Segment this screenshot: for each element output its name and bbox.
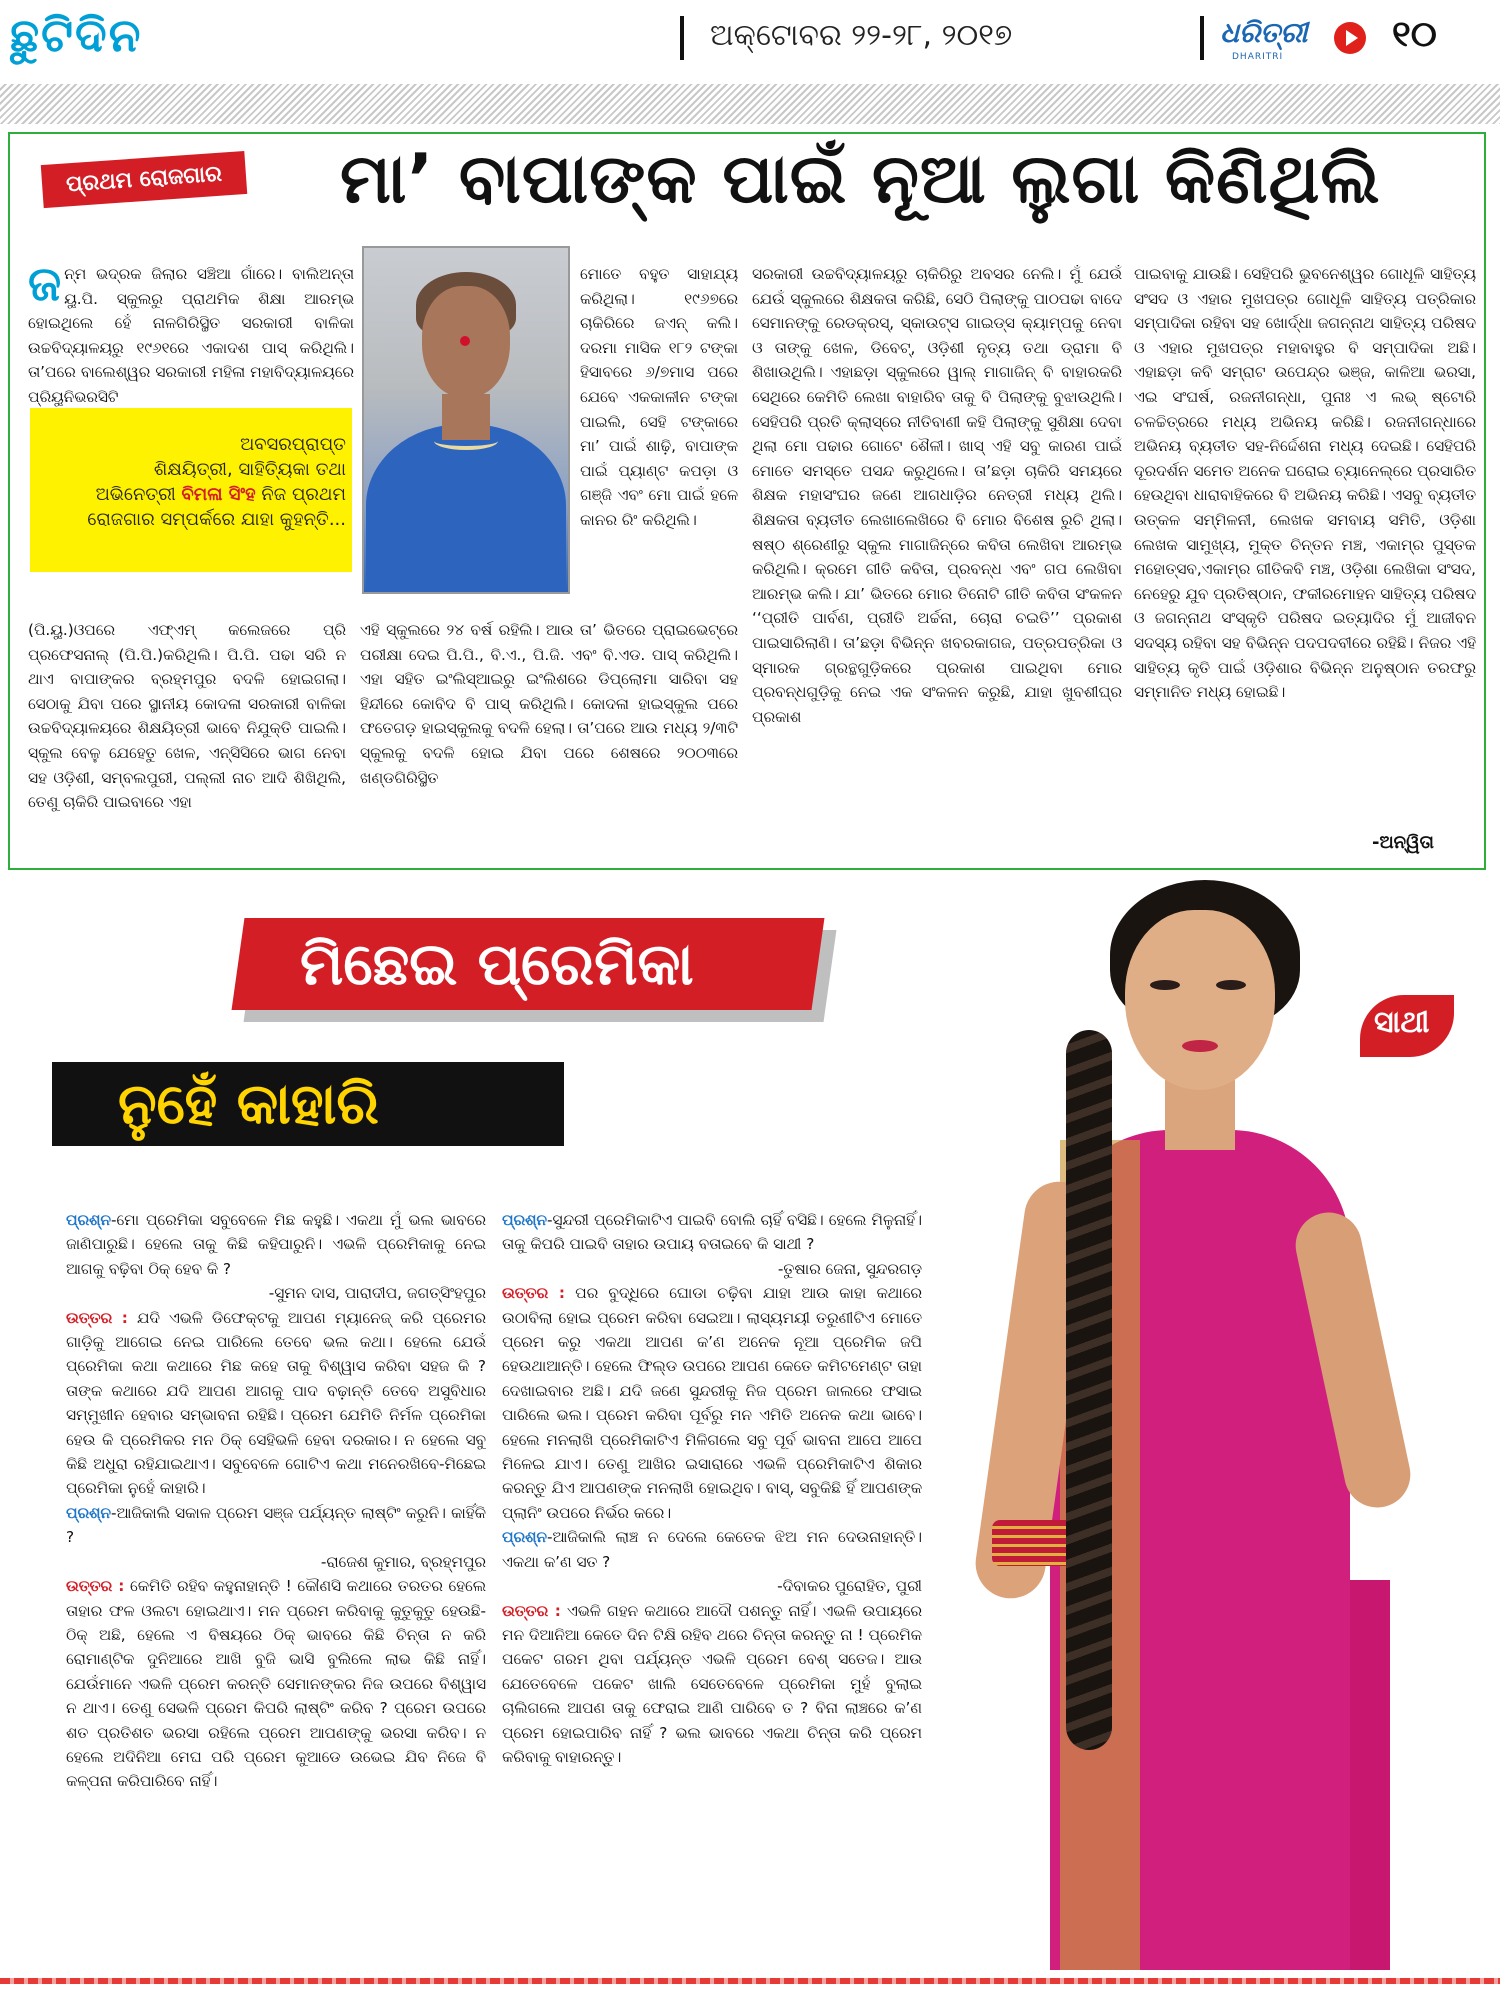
- intro-line: ଅଭିନେତ୍ରୀ: [95, 484, 176, 505]
- headline-bottom: ନୁହେଁ କାହାରି: [118, 1072, 379, 1137]
- intro-line: ଅବସରପ୍ରାପ୍ତ: [240, 434, 346, 455]
- article-column-1-bottom: (ପି.ୟୁ.)ଓପରେ ଏଫ୍‌ଏମ୍ କଲେଜରେ ପ୍ରି ପ୍ରଫେସନାଲ୍ (ପି.ପି.)କରିଥିଲି। ପି.ପି. ପଢା ସରି ନ ଥାଏ ବାପାଙ୍କର ବ୍ରହ୍ମପୁର ବଦଳି ହୋଇଗଲା। ସେଠାକୁ ଯିବା ପରେ ସ୍ଥାନୀୟ କୋଦଳା ସରକାରୀ ବାଳିକା ଉଚ୍ଚବିଦ୍ୟାଳୟରେ ଶିକ୍ଷୟିତ୍ରୀ ଭାବେ ନିଯୁକ୍ତି ପାଇଲି। ସ୍କୁଲ ବେଳୁ ଯେହେତୁ ଖେଳ, ଏନ୍‌ସିସିରେ ଭାଗ ନେବା ସହ ଓଡ଼ିଶୀ, ସମ୍ବଲପୁରୀ, ପଲ୍ଲୀ ନାଚ ଆଦି ଶିଖିଥିଲି, ତେଣୁ ଚାକିରି ପାଇବାରେ ଏହା: [28, 621, 346, 812]
- section-title: ଛୁଟିଦିନ: [10, 8, 143, 62]
- intro-line: ନିଜ ପ୍ରଥମ ରୋଜଗାର ସମ୍ପର୍କରେ ଯାହା କୁହନ୍ତି...: [87, 484, 346, 530]
- question-signature: -ତୁଷାର ଜେନା, ସୁନ୍ଦରଗଡ଼: [777, 1259, 922, 1278]
- question-label: ପ୍ରଶ୍ନ: [66, 1503, 111, 1522]
- qa-column-left: [66, 1208, 486, 1968]
- qa-item: [502, 1525, 922, 1769]
- answer-label: ଉତ୍ତର :: [502, 1284, 565, 1303]
- question-text: -ଆଜିକାଲି ଲାଞ୍ଚ ନ ଦେଲେ କେତେକ ଝିଅ ମନ ଦେଉନାହାନ୍ତି। ଏକଥା କ’ଣ ସତ ?: [502, 1528, 922, 1571]
- question-signature: -ଦିବାକର ପୁରୋହିତ, ପୁରୀ: [777, 1577, 922, 1596]
- answer-text: ଯଦି ଏଭଳି ଡିଫେକ୍ଟକୁ ଆପଣ ମ୍ୟାନେଜ୍ କରି ପ୍ରେମର ଗାଡ଼ିକୁ ଆଗେଇ ନେଇ ପାରିଲେ ତେବେ ଭଲ କଥା। ହେଲେ ଯେଉଁ ପ୍ରେମିକା କଥା କଥାରେ ମିଛ କହେ ତାକୁ ବିଶ୍ୱାସ କରିବା ସହଜ କି ? ତାଙ୍କ କଥାରେ ଯଦି ଆପଣ ଆଗକୁ ପାଦ ବଢ଼ାନ୍ତି ତେବେ ଅସୁବିଧାର ସମ୍ମୁଖୀନ ହେବାର ସମ୍ଭାବନା ରହିଛି। ପ୍ରେମ ଯେମିତି ନିର୍ମଳ ପ୍ରେମିକା ହେଉ କି ପ୍ରେମିକର ମନ ଠିକ୍ ସେହିଭଳି ହେବା ଦରକାର। ନ ହେଲେ ସବୁ କିଛି ଅଧୁରା ରହିଯାଇଥାଏ। ସବୁବେଳେ ଗୋଟିଏ କଥା ମନେରଖିବେ-ମିଛେଇ ପ୍ରେମିକା ନୁହେଁ କାହାରି।: [66, 1308, 486, 1498]
- qa-item: [502, 1208, 922, 1525]
- article-headline: ମା’ ବାପାଙ୍କ ପାଇଁ ନୂଆ ଲୁଗା କିଣିଥିଲି: [340, 140, 1381, 219]
- divider: [1200, 16, 1204, 60]
- author-signature: -ଅନ୍ୱିତା: [1372, 832, 1434, 853]
- article-column-3: ସରକାରୀ ଉଚ୍ଚବିଦ୍ୟାଳୟରୁ ଚାକିରିରୁ ଅବସର ନେଲି। ମୁଁ ଯେଉଁ ଯେଉଁ ସ୍କୁଲରେ ଶିକ୍ଷକତା କରିଛି, ସେଠି ପିଲାଙ୍କୁ ପାଠପଢା ବାଦେ ସେମାନଙ୍କୁ ରେଡକ୍ରସ୍, ସ୍କାଉଟ୍‌ସ ଗାଇଡ୍‌ସ କ୍ୟାମ୍ପକୁ ନେବା ଓ ତାଙ୍କୁ ଖେଳ, ଡିବେଟ୍, ଓଡ଼ିଶୀ ନୃତ୍ୟ ତଥା ଡ୍ରାମା ବି ଶିଖାଉଥିଲି। ଏହାଛଡ଼ା ସ୍କୁଲରେ ୱାଲ୍ ମାଗାଜିନ୍ ବି ବାହାରକରି ସେଥିରେ କେମିତି ଲେଖା ବାହାରିବ ତାକୁ ବି ପିଲାଙ୍କୁ ବୁଝାଉଥିଲି। ସେହିପରି ପ୍ରତି କ୍ଲାସ୍‌ରେ ନୀତିବାଣୀ କହି ପିଲାଙ୍କୁ ସୁଶିକ୍ଷା ଦେବା ଥିଲା ମୋ ପଢାର ଗୋଟେ ଶୈଳୀ। ଖାସ୍ ଏହି ସବୁ କାରଣ ପାଇଁ ମୋତେ ସମସ୍ତେ ପସନ୍ଦ କରୁଥିଲେ। ତା’ଛଡ଼ା ଚାକିରି ସମୟରେ ଶିକ୍ଷକ ମହାସଂଘର ଜଣେ ଆଗଧାଡ଼ିର ନେତ୍ରୀ ମଧ୍ୟ ଥିଲି। ଶିକ୍ଷକତା ବ୍ୟତୀତ ଲେଖାଲେଖିରେ ବି ମୋର ବିଶେଷ ରୁଚି ଥିଲା। ଷଷ୍ଠ ଶ୍ରେଣୀରୁ ସ୍କୁଲ ମାଗାଜିନ୍‌ରେ କବିତା ଲେଖିବା ଆରମ୍ଭ କରିଥିଲି। କ୍ରମେ ଗୀତି କବିତା, ପ୍ରବନ୍ଧ ଏବଂ ଗପ ଲେଖିବା ଆରମ୍ଭ କଲି। ଯା’ ଭିତରେ ମୋର ତିନୋଟି ଗୀତି କବିତା ସଂକଳନ ‘‘ପ୍ରୀତି ପାର୍ବଣ, ପ୍ରୀତି ଅର୍ଚ୍ଚନା, ଚୋରା ଚଇତି’’ ପ୍ରକାଶ ପାଇସାରିଲାଣି। ତା’ଛଡ଼ା ବିଭିନ୍ନ ଖବରକାଗଜ, ପତ୍ରପତ୍ରିକା ଓ ସ୍ମାରକ ଗ୍ରନ୍ଥଗୁଡ଼ିକରେ ପ୍ରକାଶ ପାଇଥିବା ମୋର ପ୍ରବନ୍ଧଗୁଡ଼ିକୁ ନେଇ ଏକ ସଂକଳନ କରୁଛି, ଯାହା ଖୁବଶୀଘ୍ର ପ୍ରକାଶ: [752, 265, 1122, 726]
- brand-logo-subtitle: DHARITRI: [1232, 52, 1284, 62]
- question-signature: -ରାଜେଶ କୁମାର, ବ୍ରହ୍ମପୁର: [320, 1552, 486, 1571]
- play-icon: [1334, 22, 1366, 54]
- divider: [680, 16, 684, 60]
- question-label: ପ୍ରଶ୍ନ: [502, 1528, 547, 1547]
- article-text: ନ୍ମ ଭଦ୍ରକ ଜିଲାର ସଞ୍ଚିଆ ଗାଁରେ। ବାଲିଅନ୍ତା ୟୁ.ପି. ସ୍କୁଲରୁ ପ୍ରାଥମିକ ଶିକ୍ଷା ଆରମ୍ଭ ହୋଇଥିଲେ ହେଁ ନାଳଗିରିସ୍ଥିତ ସରକାରୀ ବାଳିକା ଉଚ୍ଚବିଦ୍ୟାଳୟରୁ ୧୯୬୧ରେ ଏକାଦଶ ପାସ୍ କରିଥିଲି। ତା’ପରେ ବାଲେଶ୍ୱର ସରକାରୀ ମହିଳା ମହାବିଦ୍ୟାଳୟରେ ପ୍ରିୟୁନିଭରସିଟି: [28, 265, 354, 406]
- intro-line: ଶିକ୍ଷୟିତ୍ରୀ, ସାହିତ୍ୟିକା ତଥା: [153, 459, 346, 480]
- question-text: -ଆଜିକାଲି ସକାଳ ପ୍ରେମ ସଞ୍ଜ ପର୍ଯ୍ୟନ୍ତ ଲାଷ୍ଟିଂ କରୁନି। କାହିଁକି ?: [66, 1503, 486, 1547]
- question-text: -ମୋ ପ୍ରେମିକା ସବୁବେଳେ ମିଛ କହୁଛି। ଏକଥା ମୁଁ ଭଲ ଭାବରେ ଜାଣିପାରୁଛି। ହେଲେ ତାକୁ କିଛି କହିପାରୁନି। ଏଭଳି ପ୍ରେମିକାକୁ ନେଇ ଆଗକୁ ବଢ଼ିବା ଠିକ୍ ହେବ କି ?: [66, 1211, 486, 1278]
- issue-date: ଅକ୍ଟୋବର ୨୨-୨୮, ୨୦୧୭: [710, 18, 1013, 53]
- drop-cap: ଜ: [28, 262, 62, 312]
- question-label: ପ୍ରଶ୍ନ: [66, 1211, 111, 1229]
- featured-person-name: ବିମଳା ସିଂହ: [181, 484, 256, 505]
- answer-text: ପର ବୁଦ୍ଧିରେ ଘୋଡା ଚଢ଼ିବା ଯାହା ଆଉ କାହା କଥାରେ ଉଠାବିଲା ହୋଇ ପ୍ରେମ କରିବା ସେଇଆ। ଲାସ୍ୟମୟୀ ତରୁଣୀଟିଏ ମୋତେ ପ୍ରେମ କରୁ ଏକଥା ଆପଣ କ’ଣ ଅନେକ ନୂଆ ପ୍ରେମିକ ଜପି ହେଉଥାଆନ୍ତି। ହେଲେ ଫିଲ୍ଡ ଉପରେ ଆପଣ କେତେ କମିଟମେଣ୍ଟ ତାହା ଦେଖାଇବାର ଅଛି। ଯଦି ଜଣେ ସୁନ୍ଦରୀକୁ ନିଜ ପ୍ରେମ ଜାଲରେ ଫସାଇ ପାରିଲେ ଭଲ। ପ୍ରେମ କରିବା ପୂର୍ବରୁ ମନ ଏମିତି ଅନେକ କଥା ଭାବେ। ହେଲେ ମନଲାଖି ପ୍ରେମିକାଟିଏ ମିଳିଗଲେ ସବୁ ପୂର୍ବ ଭାବନା ଆପେ ଆପେ ମିଳେଇ ଯାଏ। ତେଣୁ ଆଖିର ଇସାରାରେ ଏଭଳି ପ୍ରେମିକାଟିଏ ଶିକାର କରନ୍ତୁ ଯିଏ ଆପଣଙ୍କ ମନଲାଖି ହୋଇଥିବ। ବାସ୍, ସବୁକିଛି ହିଁ ଆପଣଙ୍କ ପ୍ଲାନିଂ ଉପରେ ନିର୍ଭର କରେ।: [502, 1284, 922, 1522]
- footer-stripe: [0, 1978, 1500, 1984]
- question-signature: -ସୁମନ ଦାସ, ପାରାଦୀପ, ଜଗତ୍‌ସିଂହପୁର: [268, 1284, 486, 1303]
- answer-label: ଉତ୍ତର :: [66, 1577, 125, 1596]
- answer-text: ଏଭଳି ଗହନ କଥାରେ ଆଦୌ ପଶନ୍ତୁ ନାହିଁ। ଏଭଳି ଉପାୟରେ ମନ ଦିଆନିଆ କେତେ ଦିନ ଟିକ୍ଷି ରହିବ ଥରେ ଚିନ୍ତା କରନ୍ତୁ ନା ! ପ୍ରେମିକ ପକେଟ ଗରମ ଥିବା ପର୍ଯ୍ୟନ୍ତ ଏଭଳି ପ୍ରେମ ବେଶ୍ ସତେଜ। ଆଉ ଯେତେବେଳେ ପକେଟ ଖାଲି ସେତେବେଳେ ପ୍ରେମିକା ମୁହଁ ବୁଲାଇ ଚାଲିଗଲେ ଆପଣ ତାକୁ ଫେରାଇ ଆଣି ପାରିବେ ତ ? ବିନା ଲାଞ୍ଚରେ କ’ଣ ପ୍ରେମ ହୋଇପାରିବ ନାହିଁ ? ଭଲ ଭାବରେ ଏକଥା ଚିନ୍ତା କରି ପ୍ରେମ କରିବାକୁ ବାହାରନ୍ତୁ।: [502, 1601, 922, 1766]
- qa-item: [66, 1501, 486, 1794]
- portrait-photo: [362, 246, 570, 594]
- column-tag-label: ସାଥୀ: [1374, 1005, 1430, 1040]
- brand-logo: ଧରିତ୍ରୀ: [1220, 16, 1308, 49]
- qa-item: [66, 1208, 486, 1501]
- qa-column-middle: [502, 1208, 922, 1968]
- article-column-2-top: ମୋତେ ବହୁତ ସାହାଯ୍ୟ କରିଥିଲା। ୧୯୬୭ରେ ଚାକିରିରେ ଜଏନ୍ କଲି। ଦରମା ମାସିକ ୧୮୨ ଟଙ୍କା ହିସାବରେ ୬/୭ମାସ ପରେ ଯେବେ ଏକକାଳୀନ ଟଙ୍କା ପାଇଲି, ସେହି ଟଙ୍କାରେ ମା’ ପାଇଁ ଶାଢ଼ି, ବାପାଙ୍କ ପାଇଁ ପ୍ୟାଣ୍ଟ କପଡ଼ା ଓ ଗଞ୍ଜି ଏବଂ ମୋ ପାଇଁ ହଳେ କାନର ରିଂ କରିଥିଲି।: [580, 265, 738, 529]
- answer-label: ଉତ୍ତର :: [66, 1308, 128, 1327]
- article-column-4: ପାଇବାକୁ ଯାଉଛି। ସେହିପରି ଭୁବନେଶ୍ୱର ଗୋଧୂଳି ସାହିତ୍ୟ ସଂସଦ ଓ ଏହାର ମୁଖପତ୍ର ଗୋଧୂଳି ସାହିତ୍ୟ ପତ୍ରିକାର ସମ୍ପାଦିକା ରହିବା ସହ ଖୋର୍ଦ୍ଧା ଜଗନ୍ନାଥ ସାହିତ୍ୟ ପରିଷଦ ଓ ଏହାର ମୁଖପତ୍ର ମହାବାହୁର ବି ସମ୍ପାଦିକା ଅଛି। ଏହାଛଡ଼ା କବି ସମ୍ରାଟ ଉପେନ୍ଦ୍ର ଭଞ୍ଜ, କାଳିଆ ଭରସା, ଏଇ ସଂଘର୍ଷ, ରଜନୀଗନ୍ଧା, ପୁନାଃ ଏ ଲଭ୍ ଷ୍ଟୋରି ଚଳଚ୍ଚିତ୍ରରେ ମଧ୍ୟ ଅଭିନୟ କରିଛି। ରଜନୀଗନ୍ଧାରେ ଅଭିନୟ ବ୍ୟତୀତ ସହ-ନିର୍ଦ୍ଦେଶନା ମଧ୍ୟ ଦେଇଛି। ସେହିପରି ଦୂରଦର୍ଶନ ସମେତ ଅନେକ ଘରୋଇ ଚ୍ୟାନେଲ୍‌ରେ ପ୍ରସାରିତ ହେଉଥିବା ଧାରାବାହିକରେ ବି ଅଭିନୟ କରିଛି। ଏସବୁ ବ୍ୟତୀତ ଉତ୍କଳ ସମ୍ମିଳନୀ, ଲେଖକ ସମବାୟ ସମିତି, ଓଡ଼ିଶା ଲେଖକ ସାମୁଖ୍ୟ, ମୁକ୍ତ ଚିନ୍ତନ ମଞ୍ଚ, ଏକାମ୍ର ପୁସ୍ତକ ମହୋତ୍ସବ,ଏକାମ୍ର ଗୀତିକବି ମଞ୍ଚ, ଓଡ଼ିଶା ଲେଖିକା ସଂସଦ, ନେହେରୁ ଯୁବ ପ୍ରତିଷ୍ଠାନ, ଫକୀରମୋହନ ସାହିତ୍ୟ ପରିଷଦ ଓ ଜଗନ୍ନାଥ ସଂସ୍କୃତି ପରିଷଦ ଇତ୍ୟାଦିର ମୁଁ ଆଜୀବନ ସଦସ୍ୟ ରହିବା ସହ ବିଭିନ୍ନ ପଦପଦବୀରେ ରହିଛି। ନିଜର ଏହି ସାହିତ୍ୟ କୃତି ପାଇଁ ଓଡ଼ିଶାର ବିଭିନ୍ନ ଅନୁଷ୍ଠାନ ତରଫରୁ ସମ୍ମାନିତ ମଧ୍ୟ ହୋଇଛି।: [1134, 265, 1476, 702]
- header-stripe-band: [0, 84, 1500, 124]
- question-label: ପ୍ରଶ୍ନ: [502, 1211, 547, 1229]
- article-column-2-bottom: ଏହି ସ୍କୁଲରେ ୨୪ ବର୍ଷ ରହିଲି। ଆଉ ତା’ ଭିତରେ ପ୍ରାଇଭେଟ୍‌ରେ ପରୀକ୍ଷା ଦେଇ ପି.ପି., ବି.ଏ., ପି.ଜି. ଏବଂ ବି.ଏଡ. ପାସ୍ କରିଥିଲି। ଏହା ସହିତ ଇଂଲିସ୍‌ଆଇରୁ ଇଂଲିଶରେ ଡିପ୍ଲୋମା ସାରିବା ସହ ହିନ୍ଦୀରେ କୋବିଦ ବି ପାସ୍ କରିଥିଲି। କୋଦଳା ହାଇସ୍କୁଲ ପରେ ଫତେଗଡ଼ ହାଇସ୍କୁଲକୁ ବଦଳି ହେଲା। ତା’ପରେ ଆଉ ମଧ୍ୟ ୨/୩ଟି ସ୍କୁଲକୁ ବଦଳି ହୋଇ ଯିବା ପରେ ଶେଷରେ ୨୦୦୩ରେ ଖଣ୍ଡଗିରିସ୍ଥିତ: [360, 621, 738, 787]
- page-number: ୧୦: [1392, 14, 1437, 55]
- answer-label: ଉତ୍ତର :: [502, 1601, 561, 1620]
- article-column-1: [28, 262, 354, 412]
- question-text: -ସୁନ୍ଦରୀ ପ୍ରେମିକାଟିଏ ପାଇବି ବୋଲି ଚାହିଁ ବସିଛି। ହେଲେ ମିଳୁନାହିଁ। ତାକୁ କିପରି ପାଇବି ତାହାର ଉପାୟ ବତାଇବେ କି ସାଥୀ ?: [502, 1211, 922, 1254]
- intro-text: [50, 432, 346, 532]
- answer-text: କେମିତି ରହିବ କହୁନାହାନ୍ତି ! କୌଣସି କଥାରେ ତରତର ହେଲେ ତାହାର ଫଳ ଓଲଟା ହୋଇଥାଏ। ମନ ପ୍ରେମ କରିବାକୁ କୁତୁକୁତୁ ହେଉଛି-ଠିକ୍ ଅଛି, ହେଲେ ଏ ବିଷୟରେ ଠିକ୍ ଭାବରେ କିଛି ଚିନ୍ତା ନ କରି ରୋମାଣ୍ଟିକ ଦୁନିଆରେ ଆଖି ବୁଜି ଭାସି ବୁଲିଲେ ଲାଭ କିଛି ନାହିଁ। ଯେଉଁମାନେ ଏଭଳି ପ୍ରେମ କରନ୍ତି ସେମାନଙ୍କର ନିଜ ଉପରେ ବିଶ୍ୱାସ ନ ଥାଏ। ତେଣୁ ସେଭଳି ପ୍ରେମ କିପରି ଲାଷ୍ଟିଂ କରିବ ? ପ୍ରେମ ଉପରେ ଶତ ପ୍ରତିଶତ ଭରସା ରହିଲେ ପ୍ରେମ ଆପଣଙ୍କୁ ଭରସା କରିବ। ନ ହେଲେ ଅଦିନିଆ ମେଘ ପରି ପ୍ରେମ କୁଆଡେ ଉଭେଇ ଯିବ ନିଜେ ବି କଳ୍ପନା କରିପାରିବେ ନାହିଁ।: [66, 1577, 486, 1791]
- article-kicker: ପ୍ରଥମ ରୋଜଗାର: [41, 151, 248, 208]
- headline-top: ମିଛେଇ ପ୍ରେମିକା: [300, 930, 694, 998]
